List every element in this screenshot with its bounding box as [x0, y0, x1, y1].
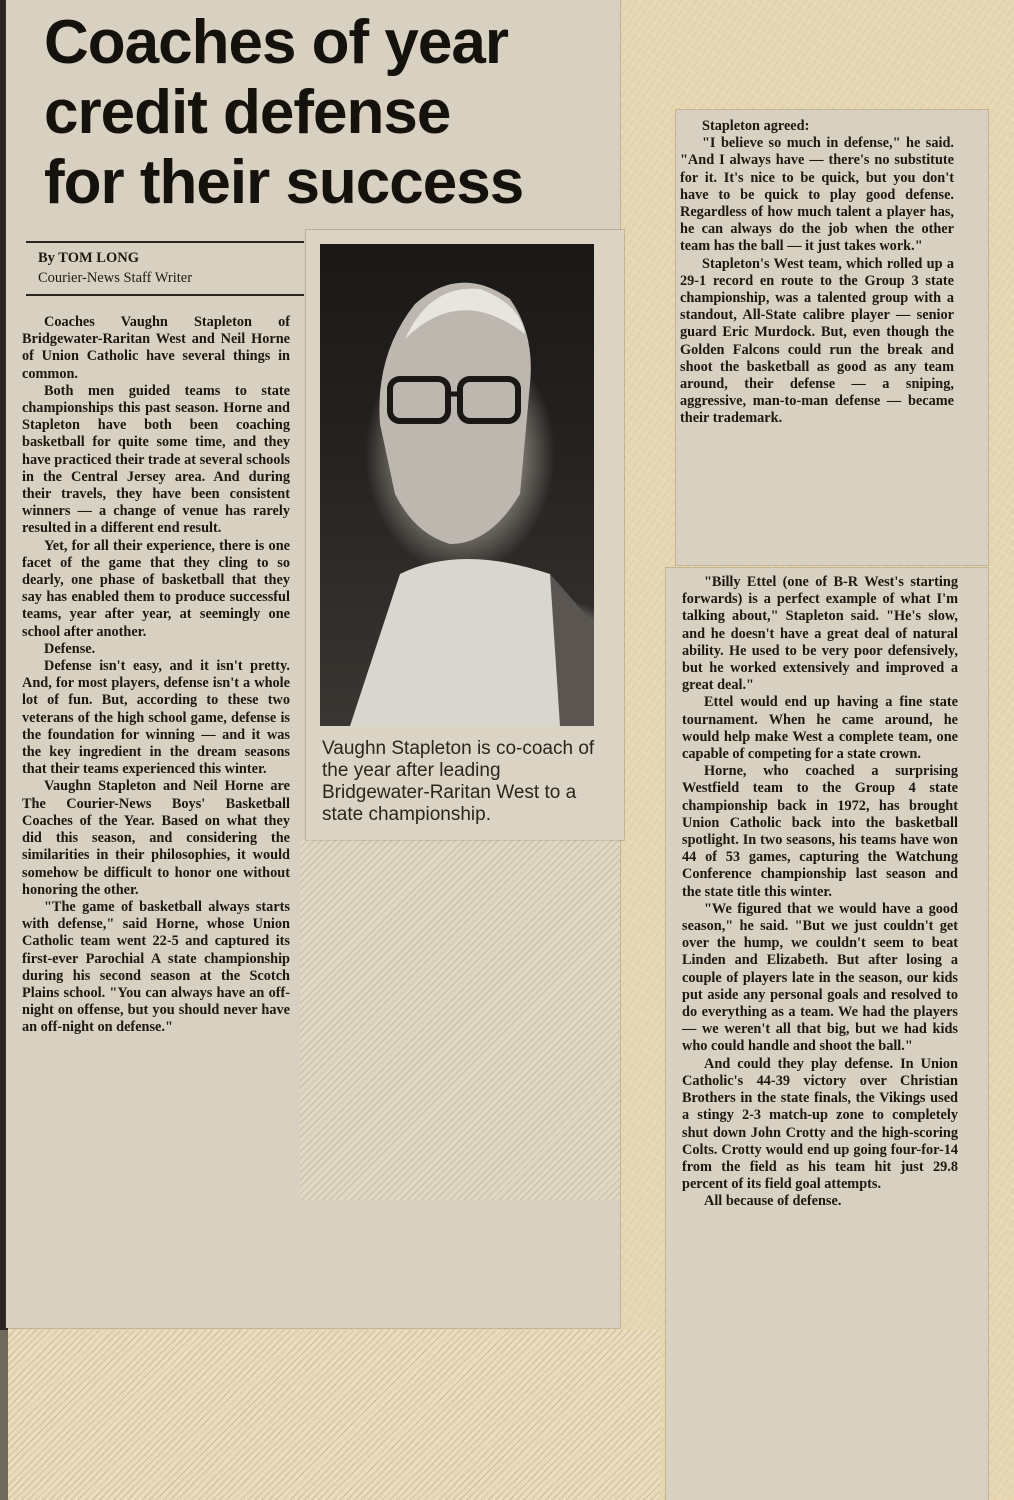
right-top-column	[680, 118, 954, 428]
byline-author: By TOM LONG	[38, 250, 139, 266]
byline-rule-bottom	[26, 294, 304, 296]
headline: Coaches of year credit defense for their success	[44, 8, 524, 217]
paragraph: Defense.	[44, 640, 96, 657]
tape-residue	[300, 840, 620, 1200]
paragraph: "Billy Ettel (one of B-R West's starting forwards) is a perfect example of what I'm talking about," Stapleton said. "He's slow, and he doesn't have a great deal of natural ability. He used to be very poor defensively, but he worked extensively and improved a great deal."	[682, 574, 958, 694]
paragraph: Yet, for all their experience, there is one facet of the game that they cling to so dearly, one phase of basketball that they say has enabled them to produce successful teams, year after year, at seemingly one school after another.	[22, 537, 290, 640]
right-bottom-column	[682, 574, 958, 1211]
paragraph: All because of defense.	[704, 1193, 842, 1210]
paragraph: And could they play defense. In Union Catholic's 44-39 victory over Christian Brothers in the state finals, the Vikings used a stingy 2-3 match-up zone to completely shut down John Crotty and the high-scoring Colts. Crotty would end up going four-for-14 from the field as his team hit just 29.8 percent of its field goal attempts.	[682, 1055, 958, 1193]
paragraph: "The game of basketball always starts with defense," said Horne, whose Union Catholic team went 22-5 and captured its first-ever Parochial A state championship during his second season at the Scotch Plains school. "You can always have an off-night on offense, but you should never have an off-night on defense."	[22, 898, 290, 1036]
tape-residue-bottom	[0, 1330, 660, 1500]
byline-rule-top	[26, 241, 304, 243]
paragraph: "I believe so much in defense," he said. "And I always have — there's no substitute for it. It's nice to be quick, but you don't have to be quick to play good defense. Regardless of how much talent a player has, he can always do the job when the other team has the ball — it just takes work."	[680, 135, 954, 255]
coach-photo	[320, 244, 594, 726]
paragraph: Horne, who coached a surprising Westfield team to the Group 4 state championship back in 1972, has brought Union Catholic back into the basketball spotlight. In two seasons, his teams have won 44 of 53 games, capturing the Watchung Conference championship last season and the state title this winter.	[682, 763, 958, 900]
byline-affiliation: Courier-News Staff Writer	[38, 270, 193, 286]
paragraph: Stapleton's West team, which rolled up a 29-1 record en route to the Group 3 state championship, was a talented group with a standout, All-State calibre player — senior guard Eric Murdock. But, even though the Golden Falcons could run the break and shoot the basketball as good as any team around, their defense — a sniping, aggressive, man-to-man defense — became their trademark.	[680, 255, 954, 427]
left-column	[22, 314, 290, 1037]
paragraph: Stapleton agreed:	[702, 118, 810, 134]
photo-caption: Vaughn Stapleton is co-coach of the year after leading Bridgewater-Raritan West to a state championship.	[322, 738, 595, 825]
paragraph: "We figured that we would have a good season," he said. "But we just couldn't get over the hump, we couldn't seem to beat Linden and Elizabeth. But after losing a couple of players late in the season, our kids put aside any personal goals and resolved to do everything as a team. We had the players — we weren't all that big, but we had kids who could handle and shoot the ball."	[682, 900, 958, 1055]
paragraph: Coaches Vaughn Stapleton of Bridgewater-Raritan West and Neil Horne of Union Catholic have several things in common.	[22, 314, 290, 382]
coach-portrait-illustration	[320, 244, 594, 726]
paragraph: Defense isn't easy, and it isn't pretty. And, for most players, defense isn't a whole lot of fun. But, according to these two veterans of the high school game, defense is the foundation for winning — and it was the key ingredient in the dream seasons that their teams experienced this winter.	[22, 658, 290, 778]
paragraph: Ettel would end up having a fine state tournament. When he came around, he would help make West a complete team, one capable of competing for a state crown.	[682, 694, 958, 763]
paragraph: Both men guided teams to state championships this past season. Horne and Stapleton have both been coaching basketball for quite some time, and they have practiced their trade at several schools in the Central Jersey area. And during their travels, they have been consistent winners — a change of venue has rarely resulted in a different end result.	[22, 382, 290, 537]
byline	[38, 248, 308, 288]
paragraph: Vaughn Stapleton and Neil Horne are The Courier-News Boys' Basketball Coaches of the Year. Based on what they did this season, and considering the similarities in their philosophies, it would somehow be difficult to honor one without honoring the other.	[22, 778, 290, 898]
